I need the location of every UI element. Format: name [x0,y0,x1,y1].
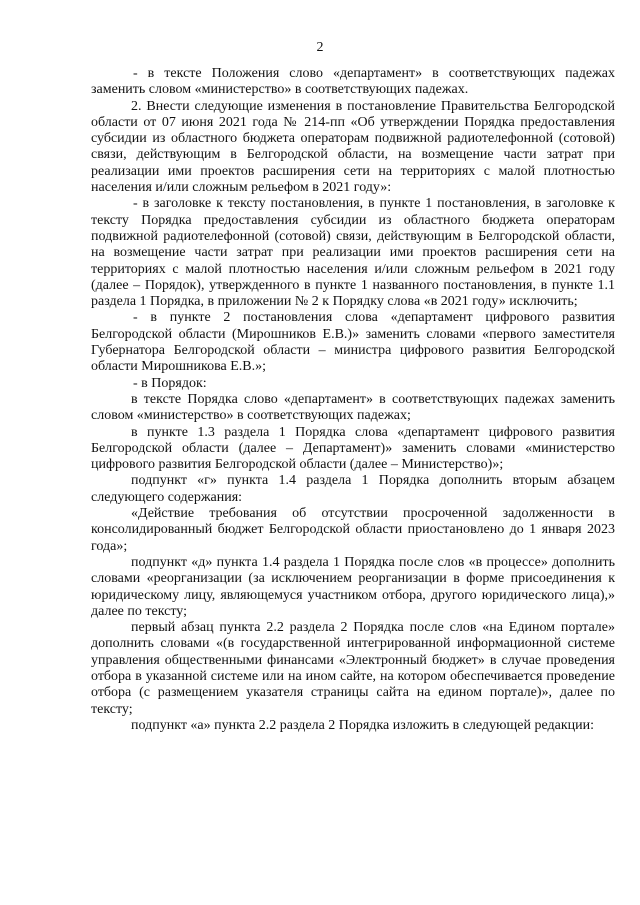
paragraph-subitem-d-amendment: подпункт «д» пункта 1.4 раздела 1 Порядка после слов «в процессе» дополнить словами «реорганизации (за исключением реорганизации в форме присоединения к юридическому лицу, являющемуся участником отбора, другого юридического лица),» далее по тексту; [91,554,615,619]
paragraph-procedure-department-replacement: в тексте Порядка слово «департамент» в соответствующих падежах заменить словом «министерство» в соответствующих падежах; [91,391,615,424]
paragraph-subitem-a-new-wording: подпункт «а» пункта 2.2 раздела 2 Порядка изложить в следующей редакции: [131,717,595,733]
paragraph-item-1-3-amendment: в пункте 1.3 раздела 1 Порядка слова «департамент цифрового развития Белгородской области (далее – Департамент)» заменить словами «министерство цифрового развития Белгородской области (далее – Министерство)»; [91,424,615,473]
paragraph-quoted-debt-suspension: «Действие требования об отсутствии просроченной задолженности в консолидированный бюджет Белгородской области приостановлено до 1 января 2023 года»; [91,506,615,554]
paragraph-item-2-amendments: 2. Внести следующие изменения в постановление Правительства Белгородской области от 07 июня 2021 года № 214-пп «Об утверждении Порядка предоставления субсидии из областного бюджета операторам подвижной радиотелефонной (сотовой) связи, действующим в Белгородской области, на возмещение части затрат при реализации ими проектов расширения сети на территориях с малой плотностью населения и/или сложным рельефом в 2021 году»: [91,98,615,196]
paragraph-item-2-responsible-person: - в пункте 2 постановления слова «департамент цифрового развития Белгородской области (Мирошников Е.В.)» заменить словами «первого заместителя Губернатора Белгородской области – министра цифрового развития Белгородской области Мирошникова Е.В.»; [91,310,615,375]
paragraph-subitem-g-amendment: подпункт «г» пункта 1.4 раздела 1 Порядка дополнить вторым абзацем следующего содержания: [91,473,615,505]
paragraph-item-2-2-first-paragraph: первый абзац пункта 2.2 раздела 2 Порядка после слов «на Едином портале» дополнить словами «(в государственной интегрированной информационной системе управления общественными финансами «Электронный бюджет» в случае проведения отбора в указанной системе или на ином сайте, на котором обеспечивается проведение отбора (с размещением указателя страницы сайта на едином портале)», далее по тексту; [91,620,615,717]
paragraph-title-year-removal: - в заголовке к тексту постановления, в пункте 1 постановления, в заголовке к тексту Порядка предоставления субсидии из областного бюджета операторам подвижной радиотелефонной (сотовой) связи, действующим в Белгородской области, на возмещение части затрат при реализации ими проектов расширения сети на территориях с малой плотностью населения и/или сложным рельефом в 2021 году (далее – Порядок), утвержденного в пункте 1 названного постановления, в пункте 1.1 раздела 1 Порядка, в приложении № 2 к Порядку слова «в 2021 году» исключить; [91,196,615,310]
page-number: 2 [316,40,324,55]
document-body [91,66,615,734]
paragraph-position-department-replacement: - в тексте Положения слово «департамент» в соответствующих падежах заменить словом «министерство» в соответствующих падежах. [91,66,615,98]
paragraph-into-procedure: - в Порядок: [133,375,207,391]
